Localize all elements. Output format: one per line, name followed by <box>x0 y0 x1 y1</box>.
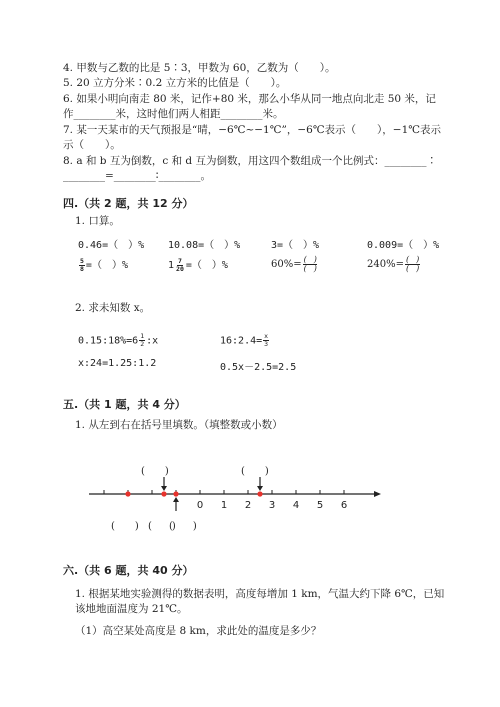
calc-f-denominator: 20 <box>176 264 184 273</box>
bottom-bracket-3: ( ) <box>169 521 197 532</box>
equation-b-fraction <box>263 333 269 348</box>
down-arrow-head <box>257 486 263 491</box>
calc-e <box>78 256 128 273</box>
calc-h-numerator: ( ) <box>405 255 419 264</box>
up-arrow-head <box>173 497 179 502</box>
equation-b-denominator: 3 <box>264 340 269 348</box>
calc-g-numerator: ( ) <box>303 255 317 264</box>
number-line-arrowhead <box>374 491 381 497</box>
number-line-red-point <box>173 491 178 496</box>
calc-h-head: 240%= <box>367 259 404 270</box>
number-line-red-point <box>257 491 262 496</box>
calc-g-fraction <box>303 256 318 273</box>
equation-a <box>78 333 158 348</box>
number-line-tick-label: 3 <box>268 500 276 511</box>
section-4-q2: 2. 求未知数 x。 <box>75 302 151 314</box>
equation-b <box>220 333 270 348</box>
section-4-title: 四.（共 2 题，共 12 分） <box>63 197 194 210</box>
calc-e-numerator: 5 <box>80 256 84 265</box>
number-line-tick-label: 4 <box>292 500 300 511</box>
number-line-tick-label: 0 <box>196 500 204 511</box>
equation-b-head: 16:2.4= <box>220 335 263 347</box>
number-line-tick-label: 6 <box>340 500 348 511</box>
calc-f <box>168 256 228 273</box>
calc-f-whole: 1 <box>168 260 175 271</box>
calc-e-denominator: 8 <box>80 264 84 273</box>
calc-e-fraction <box>79 258 85 273</box>
calc-f-numerator: 7 <box>177 256 182 265</box>
calc-e-tail: =（ ）% <box>85 260 128 271</box>
question-7-line-1: 7. 某一天某市的天气预报是“晴，−6℃~−1℃”，−6℃表示（ ），−1℃表示 <box>63 124 442 136</box>
calc-g <box>271 256 318 273</box>
calc-h-denominator: ( ) <box>405 264 419 273</box>
number-line-red-point <box>161 491 166 496</box>
equation-a-numerator: 1 <box>140 332 145 340</box>
top-bracket-2: ( ) <box>241 466 269 477</box>
calc-h-fraction <box>405 256 420 273</box>
top-bracket-1: ( ) <box>141 466 169 477</box>
number-line-tick-label: 2 <box>244 500 252 511</box>
equation-b-numerator: x <box>264 332 269 340</box>
number-line-tick-label: 5 <box>316 500 324 511</box>
calc-g-denominator: ( ) <box>303 264 317 273</box>
section-6-q1-sub-1: （1）高空某处高度是 8 km，求此处的温度是多少？ <box>75 625 322 637</box>
section-5-title: 五.（共 1 题，共 4 分） <box>63 398 186 411</box>
section-6-q1-line-2: 该地地面温度为 21℃。 <box>75 603 188 615</box>
calc-f-tail: =（ ）% <box>185 260 228 271</box>
question-5: 5. 20 立方分米∶0.2 立方米的比值是（ ）。 <box>63 77 287 89</box>
calc-a: 0.46=（ ）% <box>78 240 145 251</box>
section-4-q1: 1. 口算。 <box>75 215 120 227</box>
calc-c: 3=（ ）% <box>271 240 320 251</box>
calc-d: 0.009=（ ）% <box>367 240 440 251</box>
calc-b: 10.08=（ ）% <box>168 240 241 251</box>
bottom-bracket-1: ( ) <box>111 521 139 532</box>
down-arrow-head <box>161 486 167 491</box>
equation-d: 0.5x－2.5=2.5 <box>220 362 297 373</box>
number-line-red-point <box>125 491 130 496</box>
question-8-line-1: 8. a 和 b 互为倒数，c 和 d 互为倒数，用这四个数组成一个比例式：________∶ <box>63 155 437 167</box>
calc-g-head: 60%= <box>271 259 302 270</box>
calc-h <box>367 256 421 273</box>
equation-c: x:24=1.25:1.2 <box>78 358 157 369</box>
question-8-line-2: ________=________∶________。 <box>63 170 212 182</box>
equation-a-head: 0.15:18%=6 <box>78 335 139 347</box>
question-6-line-1: 6. 如果小明向南走 80 米，记作+80 米，那么小华从同一地点向北走 50 米，记 <box>63 93 436 105</box>
number-line <box>0 470 500 550</box>
equation-a-tail: :x <box>146 335 159 347</box>
question-6-line-2: 作________米，这时他们两人相距________米。 <box>63 108 284 120</box>
question-4: 4. 甲数与乙数的比是 5∶3，甲数为 60，乙数为（ ）。 <box>63 62 336 74</box>
section-6-q1-line-1: 1. 根据某地实验测得的数据表明，高度每增加 1 km，气温大约下降 6℃，已知 <box>75 588 445 600</box>
number-line-tick-label: 1 <box>220 500 228 511</box>
question-7-line-2: 示（ ）。 <box>63 139 121 151</box>
bottom-bracket-2: ( ) <box>148 521 176 532</box>
equation-a-denominator: 2 <box>140 340 145 348</box>
section-5-q1: 1. 从左到右在括号里填数。（填整数或小数） <box>75 419 283 431</box>
calc-f-fraction <box>175 258 185 273</box>
equation-a-fraction <box>139 333 145 348</box>
section-6-title: 六.（共 6 题，共 40 分） <box>63 564 194 577</box>
